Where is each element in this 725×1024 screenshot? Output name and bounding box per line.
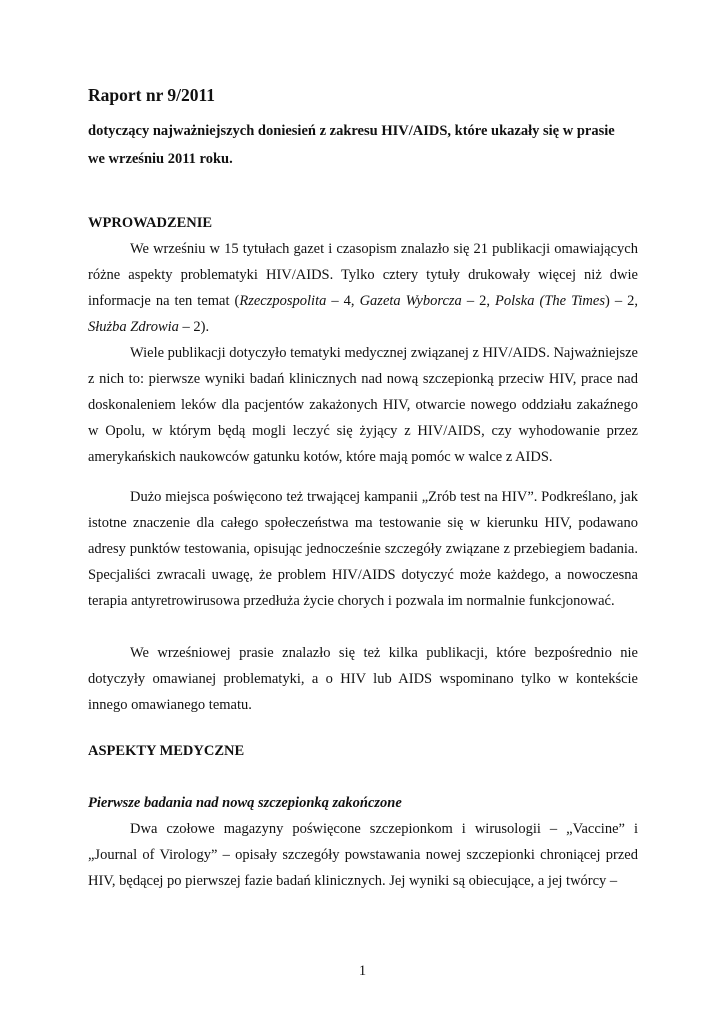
section-heading-medical: ASPEKTY MEDYCZNE: [88, 743, 245, 759]
press-title-gazeta-wyborcza: Gazeta Wyborcza: [359, 293, 462, 310]
intro-p1-text-d: ) – 2,: [604, 293, 638, 310]
press-title-polska: Polska (The Times: [495, 293, 605, 310]
report-title: Raport nr 9/2011: [88, 85, 216, 105]
intro-p1-text-e: – 2).: [178, 319, 210, 336]
intro-p1-text-c: – 2,: [461, 293, 496, 310]
subtitle-line: we wrześniu 2011 roku.: [88, 151, 233, 167]
intro-paragraph-2: Wiele publikacji dotyczyło tematyki medycznej związanej z HIV/AIDS. Najważniejsze z nich to: pierwsze wyniki badań klinicznych nad nową szczepionką przeciw HIV, prace nad doskonaleniem leków dla pacjentów zakażonych HIV, otwarcie nowego oddziału zakaźnego w Opolu, w którym będą mogli leczyć się żyjący z HIV/AIDS, czy wyhodowanie przez amerykańskich naukowców gatunku kotów, które mają pomóc w walce z AIDS.: [88, 345, 638, 466]
article-subheading: Pierwsze badania nad nową szczepionką zakończone: [88, 795, 402, 811]
intro-paragraph-4: We wrześniowej prasie znalazło się też kilka publikacji, które bezpośrednio nie dotyczyły omawianej problematyki, a o HIV lub AIDS wspominano tylko w kontekście innego omawianego tematu.: [88, 645, 638, 714]
press-title-sluzba-zdrowia: Służba Zdrowia: [88, 319, 179, 336]
page-number: 1: [358, 963, 367, 979]
intro-p1-text-a: We wrześniu w 15 tytułach gazet i czasopism znalazło się 21 publikacji omawiających różne aspekty problematyki HIV/AIDS. Tylko cztery tytuły drukowały więcej niż dwie informacje na ten temat (: [88, 241, 638, 310]
subtitle-line: dotyczący najważniejszych doniesień z zakresu HIV/AIDS, które ukazały się w prasie: [88, 123, 615, 139]
medical-paragraph-1: Dwa czołowe magazyny poświęcone szczepionkom i wirusologii – „Vaccine” i „Journal of Virology” – opisały szczegóły powstawania nowej szczepionki chroniącej przed HIV, będącej po pierwszej fazie badań klinicznych. Jej wyniki są obiecujące, a jej twórcy –: [88, 821, 638, 890]
intro-paragraph-1: [88, 236, 638, 340]
intro-paragraph-3: Dużo miejsca poświęcono też trwającej kampanii „Zrób test na HIV”. Podkreślano, jak istotne znaczenie dla całego społeczeństwa ma testowanie się w kierunku HIV, podawano adresy punktów testowania, opisując jednocześnie szczegóły związane z przebiegiem badania. Specjaliści zwracali uwagę, że problem HIV/AIDS dotyczyć może każdego, a nowoczesna terapia antyretrowirusowa przedłuża życie chorych i pozwala im normalnie funkcjonować.: [88, 489, 638, 610]
press-title-rzeczpospolita: Rzeczpospolita: [239, 293, 327, 310]
section-heading-introduction: WPROWADZENIE: [88, 215, 213, 231]
intro-p1-text-b: – 4,: [326, 293, 360, 310]
report-subtitle: [88, 117, 648, 173]
